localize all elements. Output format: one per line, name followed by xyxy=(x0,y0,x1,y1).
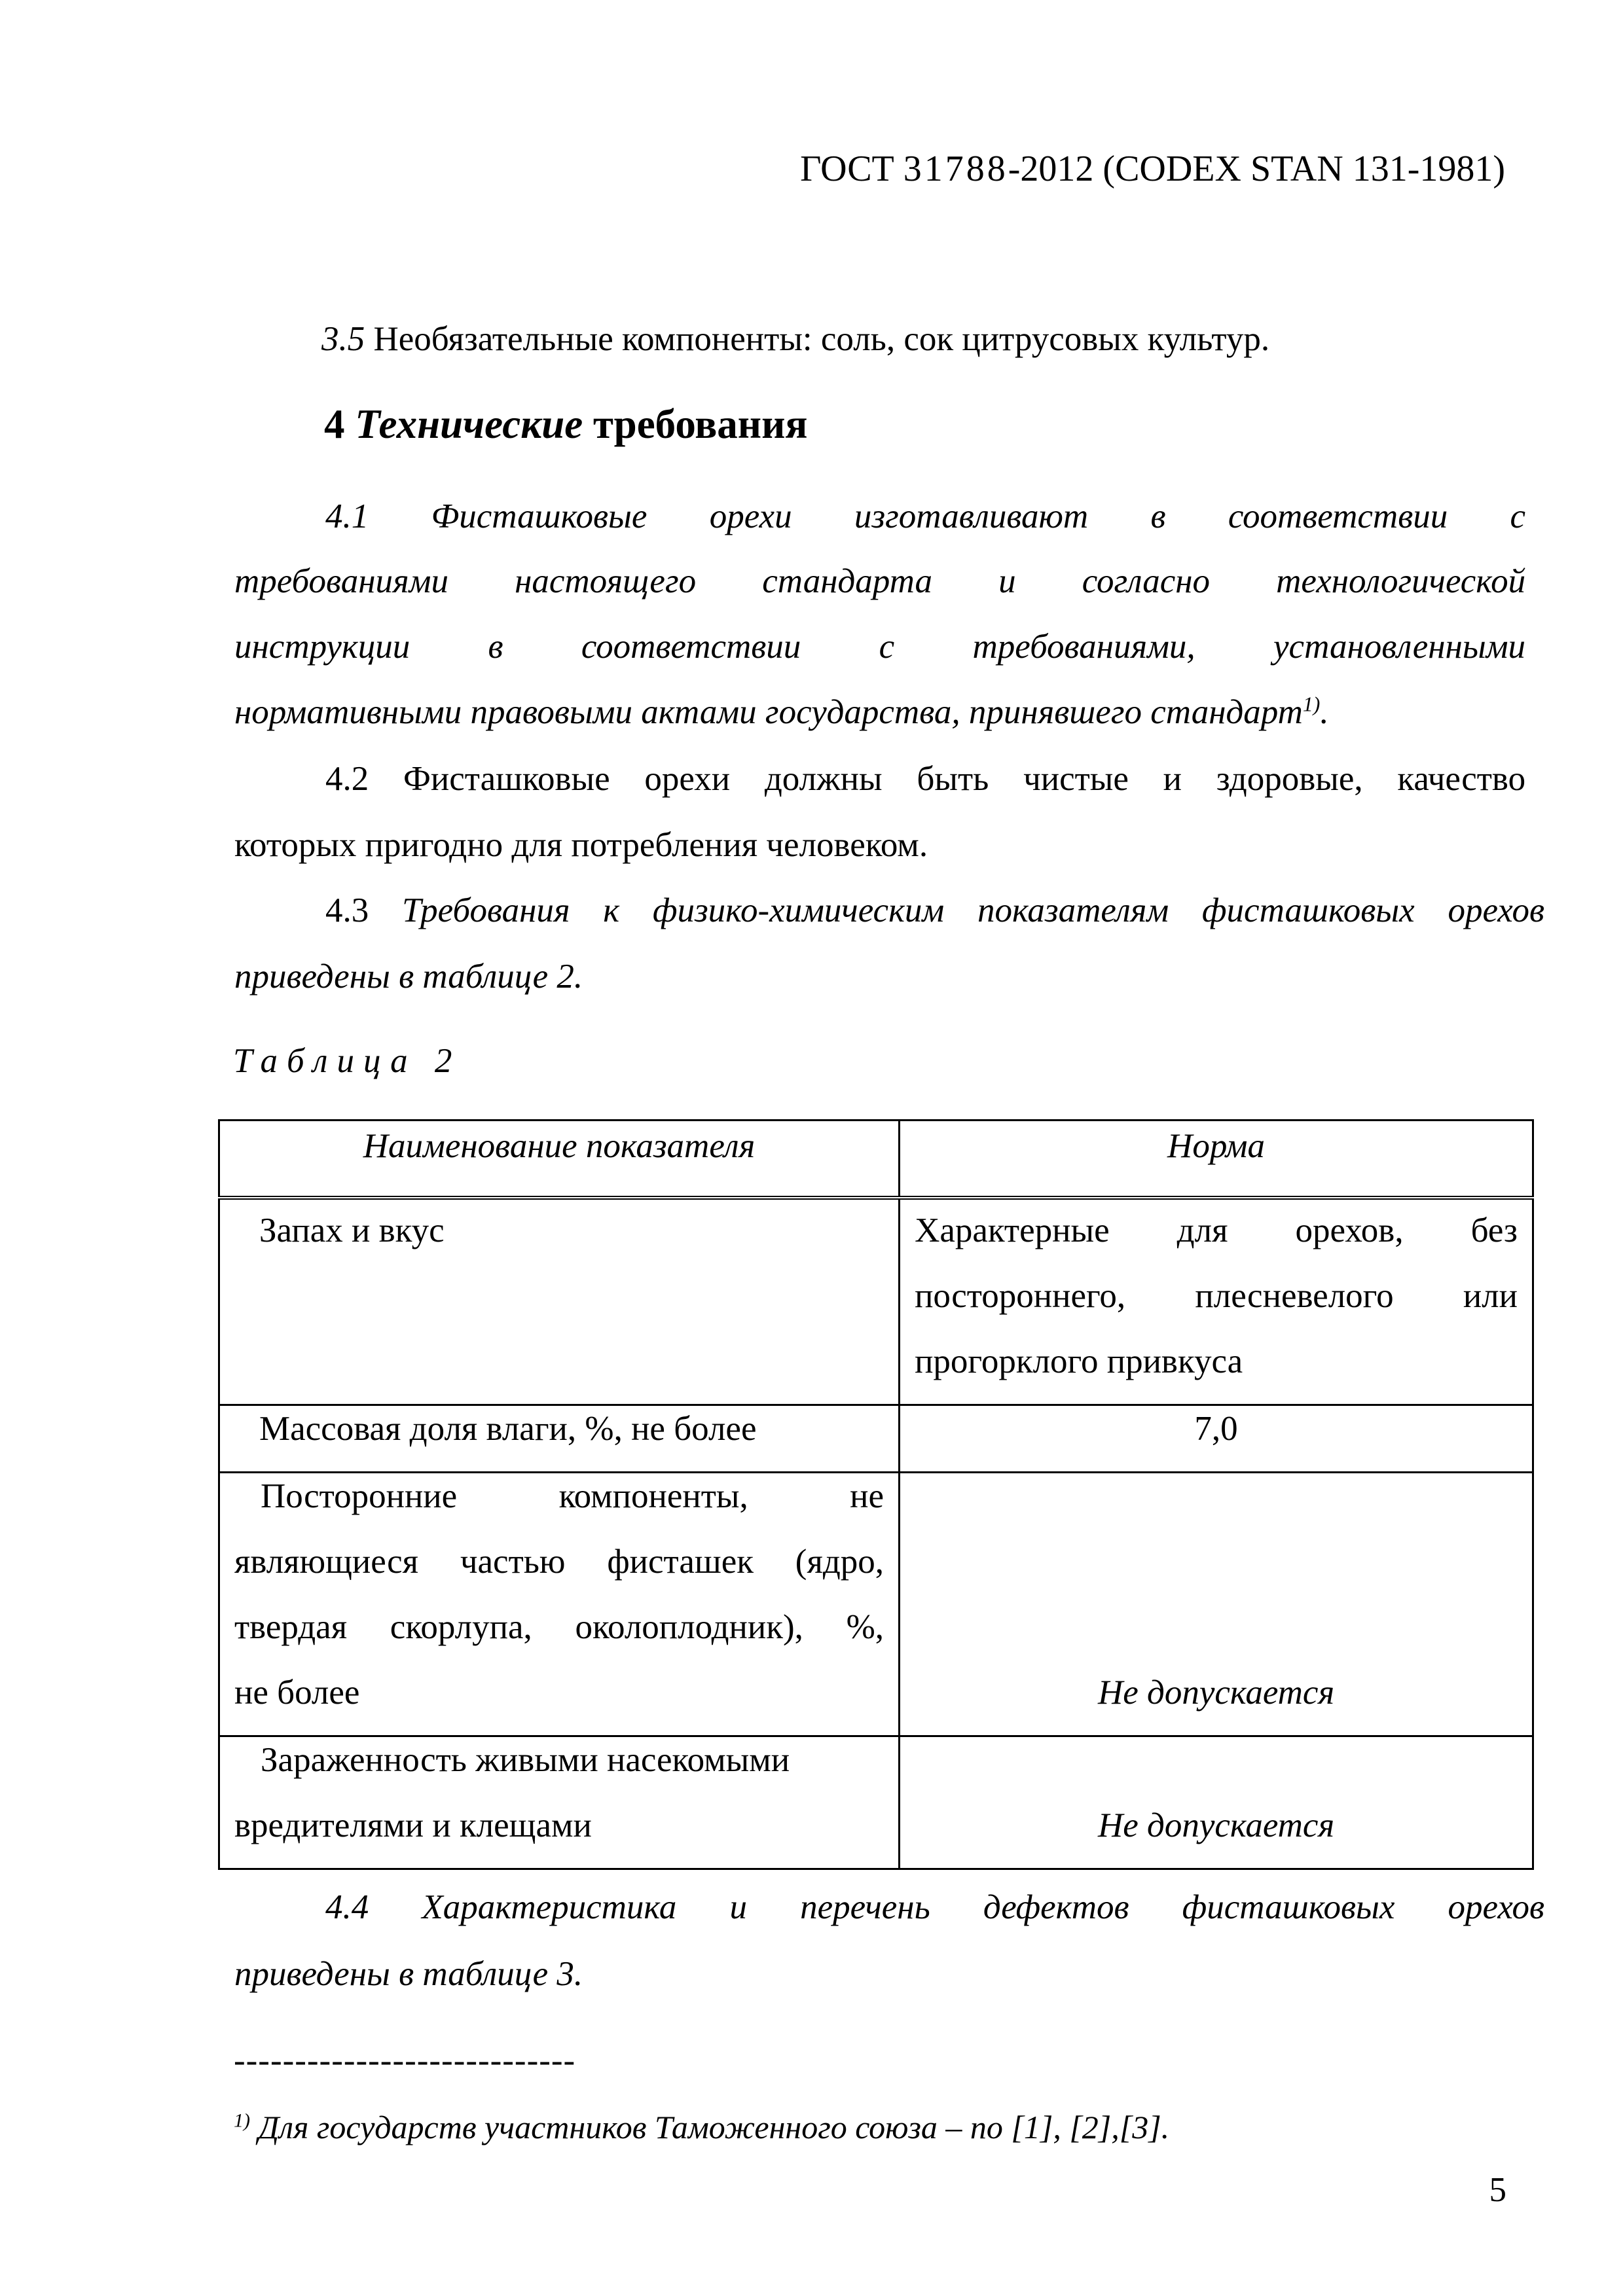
paragraph-4-2-line-2: которых пригодно для потребления человеком. xyxy=(234,826,928,864)
document-header xyxy=(800,151,1505,187)
word: Фисташковые xyxy=(403,760,610,798)
table-cell xyxy=(219,1198,900,1405)
word: физико-химическим xyxy=(652,891,945,929)
word: фисташковых xyxy=(1201,891,1415,929)
table-header-cell: Наименование показателя xyxy=(219,1121,900,1198)
table-caption: Таблица 2 xyxy=(233,1042,462,1080)
paragraph-3-5-number: 3.5 xyxy=(321,320,365,358)
paragraph-3-5-text: Необязательные компоненты: соль, сок цитрусовых культур. xyxy=(365,320,1270,358)
word: соответствии xyxy=(1228,497,1448,535)
word: перечень xyxy=(800,1888,930,1926)
word: с xyxy=(879,628,895,666)
word: требованиями, xyxy=(972,628,1195,666)
cell-text: Характерные для орехов, без xyxy=(915,1211,1518,1249)
word: Требования xyxy=(402,891,570,929)
word: настоящего xyxy=(515,562,697,600)
footnote xyxy=(234,2111,1169,2144)
word: фисташковых xyxy=(1182,1888,1395,1926)
word: к xyxy=(603,891,620,929)
page-number: 5 xyxy=(1489,2171,1506,2209)
word: и xyxy=(998,562,1016,600)
table-cell xyxy=(900,1405,1533,1473)
word: стандарта xyxy=(762,562,933,600)
paragraph-4-1-line-2 xyxy=(234,564,1525,599)
header-number: 31788 xyxy=(903,149,1008,189)
cell-text: являющиеся частью фисташек (ядро, xyxy=(234,1543,884,1581)
word: дефектов xyxy=(983,1888,1129,1926)
word: в xyxy=(488,628,503,666)
cell-text: 7,0 xyxy=(1194,1410,1238,1448)
cell-text: не более xyxy=(234,1674,360,1712)
footnote-separator: ---------------------------- xyxy=(234,2041,576,2079)
word: Характеристика xyxy=(422,1888,677,1926)
requirements-table xyxy=(218,1119,1534,1870)
paragraph-4-4-line-1 xyxy=(325,1890,1544,1925)
paragraph-end: . xyxy=(1320,693,1329,731)
paragraph-4-2-line-1 xyxy=(325,762,1525,797)
word: 4.1 xyxy=(325,497,369,535)
header-prefix: ГОСТ xyxy=(800,149,903,189)
table-header-cell: Норма xyxy=(900,1121,1533,1198)
word: изготавливают xyxy=(854,497,1089,535)
header-suffix: -2012 (CODEX STAN 131-1981) xyxy=(1008,149,1505,189)
table-header-row xyxy=(219,1121,1533,1198)
word: быть xyxy=(917,760,989,798)
paragraph-3-5 xyxy=(321,322,1269,357)
section-heading-italic: Технические xyxy=(355,401,583,447)
word: и xyxy=(729,1888,748,1926)
table-cell xyxy=(219,1736,900,1869)
word: установленными xyxy=(1273,628,1526,666)
word: 4.4 xyxy=(325,1888,369,1926)
cell-text: Массовая доля влаги, %, не более xyxy=(259,1410,757,1448)
cell-text: Запах и вкус xyxy=(259,1211,445,1249)
footnote-reference: 1) xyxy=(1302,692,1321,716)
word: в xyxy=(1150,497,1166,535)
word: орехов xyxy=(1448,1888,1545,1926)
word: должны xyxy=(764,760,883,798)
word: показателям xyxy=(977,891,1169,929)
paragraph-4-1-line-4 xyxy=(234,692,1329,731)
paragraph-4-1-line-3 xyxy=(234,630,1525,664)
table-cell xyxy=(900,1473,1533,1736)
paragraph-4-1-last-line: нормативными правовыми актами государства, принявшего стандарт xyxy=(234,693,1303,731)
cell-text: Зараженность живыми насекомыми xyxy=(261,1741,790,1779)
section-heading xyxy=(324,401,808,447)
table-cell xyxy=(900,1198,1533,1405)
word: инструкции xyxy=(234,628,410,666)
section-heading-number: 4 xyxy=(324,401,356,447)
word: с xyxy=(1510,497,1526,535)
word: чистые xyxy=(1023,760,1129,798)
table-cell xyxy=(900,1736,1533,1869)
word: орехи xyxy=(644,760,731,798)
table-row xyxy=(219,1198,1533,1405)
word: качество xyxy=(1397,760,1526,798)
word: согласно xyxy=(1082,562,1211,600)
paragraph-4-3-line-2: приведены в таблице 2. xyxy=(234,958,583,996)
cell-text: твердая скорлупа, околоплодник), %, xyxy=(234,1608,884,1646)
cell-text: Не допускается xyxy=(1097,1806,1335,1844)
paragraph-4-4-line-2: приведены в таблице 3. xyxy=(234,1955,583,1993)
word: здоровые, xyxy=(1216,760,1363,798)
footnote-mark: 1) xyxy=(234,2109,250,2132)
word: 4.2 xyxy=(325,760,369,798)
cell-text: Не допускается xyxy=(1097,1674,1335,1712)
table-cell xyxy=(219,1473,900,1736)
section-heading-rest: требования xyxy=(583,401,808,447)
word: требованиями xyxy=(234,562,448,600)
cell-text: постороннего, плесневелого или xyxy=(915,1277,1518,1315)
cell-text: Посторонние компоненты, не xyxy=(261,1477,884,1515)
table-row xyxy=(219,1473,1533,1736)
table-row xyxy=(219,1405,1533,1473)
word: орехи xyxy=(709,497,792,535)
cell-text: вредителями и клещами xyxy=(234,1806,592,1844)
footnote-text: Для государств участников Таможенного союза – по [1], [2],[3]. xyxy=(250,2109,1170,2145)
word: Фисташковые xyxy=(431,497,647,535)
table-row xyxy=(219,1736,1533,1869)
cell-text: прогорклого привкуса xyxy=(915,1342,1243,1380)
word: и xyxy=(1163,760,1182,798)
paragraph-4-3-line-1 xyxy=(325,893,1544,928)
table-cell xyxy=(219,1405,900,1473)
paragraph-4-1-line-1 xyxy=(325,499,1525,534)
word: соответствии xyxy=(581,628,801,666)
word: технологической xyxy=(1276,562,1526,600)
paragraph-4-3-number: 4.3 xyxy=(325,891,369,929)
word: орехов xyxy=(1448,891,1545,929)
